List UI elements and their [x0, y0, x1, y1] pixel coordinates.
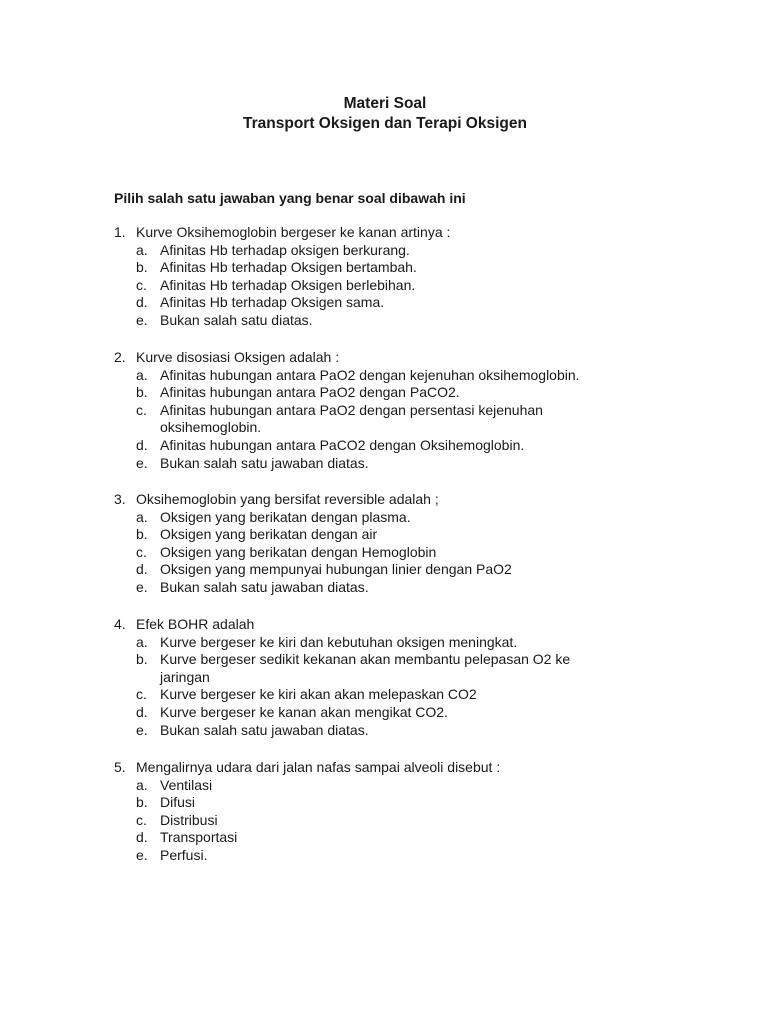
option-letter: d. — [136, 561, 148, 578]
option-c — [114, 812, 654, 830]
question-number: 4. — [114, 616, 126, 632]
option-c — [114, 402, 654, 437]
title-line-1: Materi Soal — [343, 95, 427, 112]
option-text: Afinitas Hb terhadap Oksigen bertambah. — [160, 259, 417, 276]
instruction-text: Pilih salah satu jawaban yang benar soal dibawah ini — [114, 190, 466, 206]
option-text-continued: jaringan — [160, 668, 210, 685]
option-text: Afinitas Hb terhadap Oksigen sama. — [160, 294, 385, 311]
question-number: 2. — [114, 349, 126, 365]
option-a — [114, 509, 654, 527]
option-b — [114, 794, 654, 812]
option-text-continued: oksihemoglobin. — [160, 419, 262, 436]
option-a — [114, 777, 654, 795]
option-text: Oksigen yang mempunyai hubungan linier dengan PaO2 — [160, 561, 512, 578]
option-list — [114, 634, 654, 740]
option-text: Oksigen yang berikatan dengan plasma. — [160, 508, 411, 525]
question-number: 1. — [114, 224, 126, 240]
option-letter: b. — [136, 526, 148, 543]
option-text: Bukan salah satu diatas. — [160, 311, 313, 328]
question-stem: Kurve disosiasi Oksigen adalah : — [136, 349, 340, 365]
option-c — [114, 277, 654, 295]
option-text: Kurve bergeser ke kanan akan mengikat CO2. — [160, 703, 448, 720]
option-list — [114, 242, 654, 330]
question-2 — [114, 349, 654, 472]
question-text — [114, 349, 654, 367]
option-d — [114, 829, 654, 847]
option-a — [114, 367, 654, 385]
option-text: Afinitas Hb terhadap oksigen berkurang. — [160, 241, 410, 258]
option-text: Bukan salah satu jawaban diatas. — [160, 578, 369, 595]
option-letter: b. — [136, 384, 148, 401]
option-text: Bukan salah satu jawaban diatas. — [160, 721, 369, 738]
option-e — [114, 455, 654, 473]
option-list — [114, 509, 654, 597]
option-a — [114, 242, 654, 260]
option-b — [114, 651, 654, 686]
question-number: 3. — [114, 491, 126, 507]
option-letter: c. — [136, 276, 147, 293]
option-e — [114, 312, 654, 330]
document-title — [0, 94, 768, 134]
option-letter: c. — [136, 543, 147, 560]
option-text: Kurve bergeser sedikit kekanan akan membantu pelepasan O2 ke — [160, 651, 571, 668]
option-text: Ventilasi — [160, 776, 213, 793]
option-text: Distribusi — [160, 811, 218, 828]
option-letter: a. — [136, 776, 148, 793]
question-stem: Mengalirnya udara dari jalan nafas sampai alveoli disebut : — [136, 759, 501, 775]
option-d — [114, 561, 654, 579]
option-letter: a. — [136, 633, 148, 650]
option-text: Bukan salah satu jawaban diatas. — [160, 454, 369, 471]
question-text — [114, 616, 654, 634]
option-a — [114, 634, 654, 652]
option-text: Afinitas Hb terhadap Oksigen berlebihan. — [160, 276, 416, 293]
question-5 — [114, 759, 654, 865]
question-stem: Kurve Oksihemoglobin bergeser ke kanan artinya : — [136, 224, 451, 240]
option-letter: e. — [136, 454, 148, 471]
option-letter: b. — [136, 794, 148, 811]
option-b — [114, 384, 654, 402]
option-d — [114, 294, 654, 312]
question-stem: Oksihemoglobin yang bersifat reversible adalah ; — [136, 491, 439, 507]
option-text: Afinitas hubungan antara PaO2 dengan PaCO2. — [160, 384, 460, 401]
option-list — [114, 367, 654, 473]
option-c — [114, 544, 654, 562]
option-c — [114, 686, 654, 704]
question-text — [114, 491, 654, 509]
option-letter: d. — [136, 294, 148, 311]
option-e — [114, 722, 654, 740]
option-e — [114, 847, 654, 865]
option-text: Afinitas hubungan antara PaCO2 dengan Oksihemoglobin. — [160, 436, 525, 453]
option-letter: b. — [136, 651, 148, 668]
question-stem: Efek BOHR adalah — [136, 616, 255, 632]
option-e — [114, 579, 654, 597]
option-letter: c. — [136, 686, 147, 703]
question-text — [114, 759, 654, 777]
option-text: Afinitas hubungan antara PaO2 dengan persentasi kejenuhan — [160, 401, 543, 418]
question-3 — [114, 491, 654, 597]
option-letter: e. — [136, 846, 148, 863]
option-letter: d. — [136, 829, 148, 846]
option-letter: c. — [136, 401, 147, 418]
option-text: Difusi — [160, 794, 196, 811]
option-text: Kurve bergeser ke kiri dan kebutuhan oksigen meningkat. — [160, 633, 518, 650]
option-text: Oksigen yang berikatan dengan Hemoglobin — [160, 543, 437, 560]
option-letter: b. — [136, 259, 148, 276]
option-letter: d. — [136, 703, 148, 720]
option-d — [114, 704, 654, 722]
option-letter: c. — [136, 811, 147, 828]
question-text — [114, 224, 654, 242]
option-letter: e. — [136, 578, 148, 595]
option-d — [114, 437, 654, 455]
option-b — [114, 526, 654, 544]
option-b — [114, 259, 654, 277]
option-letter: d. — [136, 436, 148, 453]
option-text: Kurve bergeser ke kiri akan akan melepaskan CO2 — [160, 686, 477, 703]
option-list — [114, 777, 654, 865]
option-text: Oksigen yang berikatan dengan air — [160, 526, 378, 543]
option-letter: e. — [136, 311, 148, 328]
question-1 — [114, 224, 654, 330]
option-text: Transportasi — [160, 829, 238, 846]
option-letter: a. — [136, 366, 148, 383]
question-4 — [114, 616, 654, 739]
option-letter: a. — [136, 241, 148, 258]
option-letter: e. — [136, 721, 148, 738]
title-line-2: Transport Oksigen dan Terapi Oksigen — [243, 115, 527, 132]
option-text: Afinitas hubungan antara PaO2 dengan kejenuhan oksihemoglobin. — [160, 366, 580, 383]
option-text: Perfusi. — [160, 846, 208, 863]
question-number: 5. — [114, 759, 126, 775]
option-letter: a. — [136, 508, 148, 525]
